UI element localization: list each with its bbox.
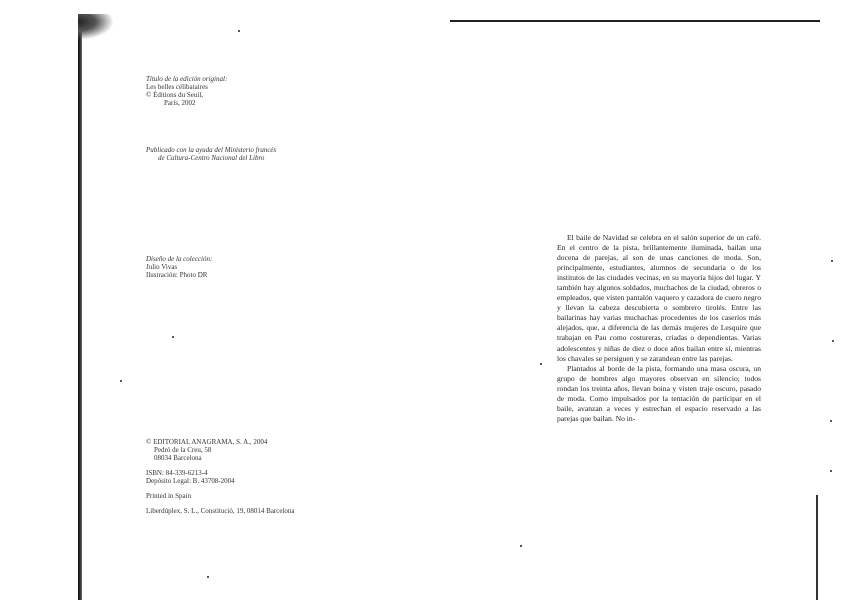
collection-design-block [146,255,212,279]
illustration-credit: Ilustración: Photo DR [146,271,208,279]
scan-speck [520,545,522,547]
publisher-copyright: © EDITORIAL ANAGRAMA, S. A., 2004 [146,438,268,446]
published-with-line: Publicado con la ayuda del Ministerio francés [146,146,277,154]
body-paragraph: Plantados al borde de la pista, formando una masa oscura, un grupo de hombres algo mayores observan en silencio; todos rondan los treinta años, llevan boina y visten traje oscuro, pasado de moda. Como impulsados por la tentación de participar en el baile, avanzan a veces y estrechan el espacio reservado a las parejas que bailan. No in- [557,363,761,423]
scan-speck [832,340,834,342]
scan-speck [831,260,833,262]
original-city-year-line: París, 2002 [164,99,196,107]
printer: Liberdúplex, S. L., Constitució, 19, 08014 Barcelona [146,507,295,515]
chapter-body-text [557,233,761,424]
scan-speck [830,420,832,422]
original-title-line: Les belles célibataires [146,83,208,91]
scan-speck [540,363,542,365]
scan-right-edge [816,495,818,600]
isbn: ISBN: 84-339-6213-4 [146,469,208,477]
scan-spine-shadow [78,18,82,600]
scan-speck [238,30,240,32]
spacer [146,485,295,492]
scan-top-edge [450,20,820,22]
legal-deposit: Depósito Legal: B. 43708-2004 [146,477,235,485]
scan-speck [120,380,122,382]
collection-design-heading: Diseño de la colección: [146,255,213,263]
spacer [146,500,295,507]
scan-corner-shadow [78,14,114,40]
publisher-address-line: Pedró de la Creu, 58 [154,446,212,454]
publisher-address-line: 08034 Barcelona [154,454,202,462]
published-with-block [146,146,276,162]
collection-designer: Julio Vivas [146,263,178,271]
original-title-heading: Título de la edición original: [146,75,228,83]
scan-speck [172,336,174,338]
copyright-block [146,438,295,515]
scan-speck [830,470,832,472]
body-paragraph: El baile de Navidad se celebra en el salón superior de un café. En el centro de la pista, brillantemente iluminada, bailan una docena de parejas, al son de unas canciones de moda. Son, principalmente, estudiantes, alumnos de secundaria o de los institutos de las ciudades vecinas, en su mayoría hijos del lugar. Y también hay algunos soldados, muchachos de la ciudad, obreros o empleados, que visten pantalón vaquero y cazadora de cuero negro y llevan la cabeza descubierta o sombrero tirolés. Entre las bailarinas hay varias muchachas procedentes de los caseríos más alejados, que, a diferencia de las demás mujeres de Lesquire que trabajan en Pau como costureras, criadas o dependientas. Varias adolescentes y niñas de diez o doce años bailan entre sí, mientras los chavales se persiguen y se zarandean entre las parejas. [557,233,761,363]
spacer [146,462,295,469]
published-with-line: de Cultura-Centro Nacional del Libro [158,154,265,162]
original-publisher-line: © Éditions du Seuil, [146,91,204,99]
printed-in: Printed in Spain [146,492,192,500]
scan-speck [207,576,209,578]
original-title-block [146,75,227,107]
